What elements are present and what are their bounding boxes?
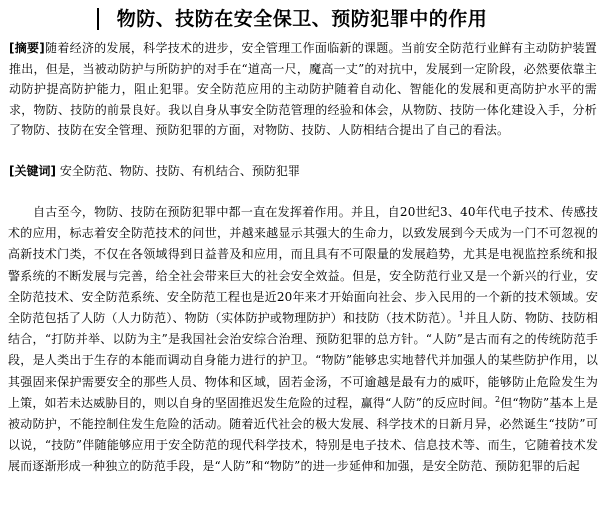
abstract-label: [摘要] — [9, 41, 45, 55]
keywords-label: [关键词] — [9, 164, 56, 178]
abstract-paragraph — [9, 38, 597, 141]
abstract-text: 随着经济的发展，科学技术的进步，安全管理工作面临新的课题。当前安全防范行业鲜有主动防护装置推出，但是，当被动防护与所防护的对手在“道高一尺，魔高一丈”的对抗中，发展到一定阶段，必然要依靠主动防护提高防护能力，阻止犯罪。安全防范应用的主动防护随着自动化、智能化的发展和更高防护水平的需求，物防、技防的前景良好。我以自身从事安全防范管理的经验和体会，从物防、技防一体化建设入手，分析了物防、技防在安全管理、预防犯罪的方面，对物防、技防、人防相结合提出了自己的看法。 — [9, 41, 597, 138]
body-paragraph — [8, 202, 598, 478]
article-title: 物防、技防在安全保卫、预防犯罪中的作用 — [116, 8, 488, 30]
footnote-ref-1: 1 — [458, 310, 465, 320]
footnote-ref-2: 2 — [495, 394, 501, 404]
body-text-part-2: 并且人防、物防、技防相结合，“打防并举、以防为主”是我国社会治安综合治理、预防犯罪的总方针。“人防”是古而有之的传统防范手段，是人类出于生存的本能而调动自身能力进行的护卫。“物防”能够忠实地替代并加强人的某些防护作用，以其强固来保护需要安全的那些人员、物体和区域，固若金汤，不可逾越是最有力的威吓，能够防止危险发生为上策，如若未达威胁目的，则以自身的坚固推迟发生危险的过程，赢得“人防”的反应时间。 — [8, 311, 598, 410]
keywords-text: 安全防范、物防、技防、有机结合、预防犯罪 — [59, 164, 300, 178]
keywords-line — [9, 161, 597, 181]
body-text-part-1: 自古至今，物防、技防在预防犯罪中都一直在发挥着作用。并且，自20世纪3、40年代电子技术、传感技术的应用，标志着安全防范技术的问世，并越来越显示其强大的生命力，以致发展到今天成为一门不可忽视的高新技术门类，不仅在各领域得到日益普及和应用，而且具有不可限量的发展趋势，尤其是电视监控系统和报警系统的不断发展与完善，给全社会带来巨大的社会安全效益。但是，安全防范行业又是一个新兴的行业，安全防范技术、安全防范系统、安全防范工程也是近20年来才开始面向社会、步入民用的一个新的技术领域。安全防范包括了人防（人力防范）、物防（实体防护或物理防护）和技防（技术防范）。 — [8, 205, 598, 326]
body-text-part-3: 但“物防”基本上是被动防护，不能控制住发生危险的活动。随着近代社会的极大发展、科学技术的日新月异，必然诞生“技防”可以说，“技防”伴随能够应用于安全防范的现代科学技术，特别是电子技术、信息技术等、而生，它随着技术发展而逐渐形成一种独立的防范手段，是“人防”和“物防”的进一步延伸和加强，是安全防范、预防犯罪的后起 — [8, 395, 598, 474]
